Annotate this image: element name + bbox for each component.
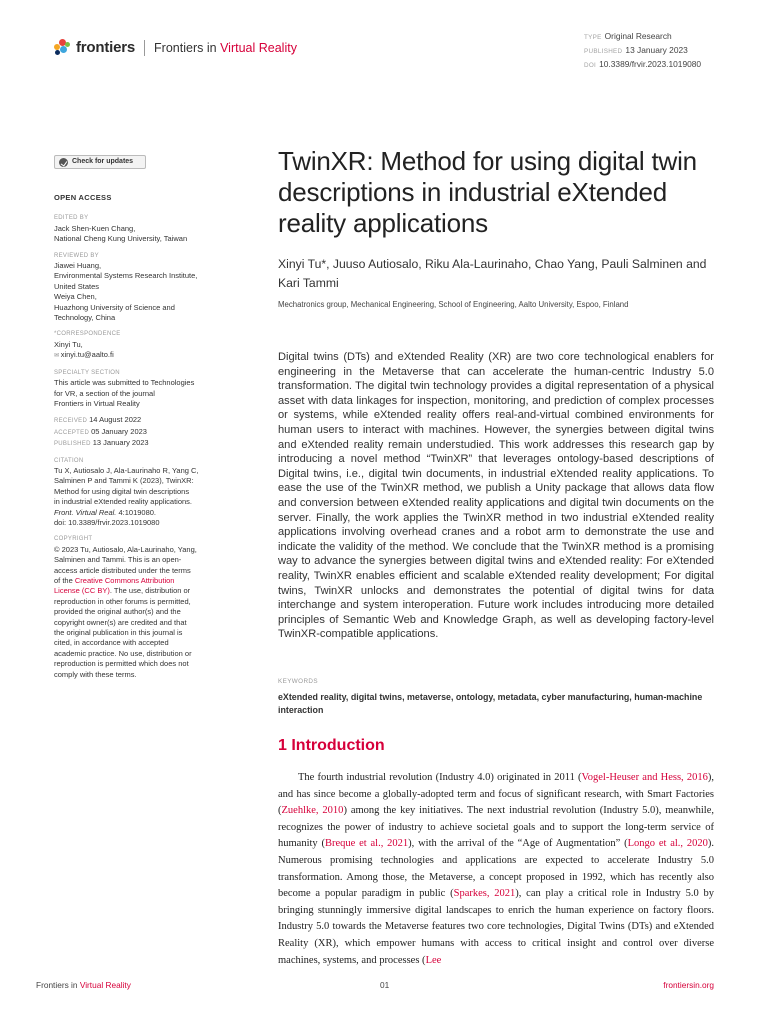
email-icon: ✉ xyxy=(54,353,61,360)
citation-label: CITATION xyxy=(54,457,84,464)
article-type: TYPE Original Research xyxy=(584,31,672,41)
article-header xyxy=(278,146,714,309)
article-dates xyxy=(54,415,239,449)
cc-license-link[interactable]: Creative Commons Attribution License (CC BY) xyxy=(54,576,175,596)
brand-name: frontiers xyxy=(76,39,136,56)
open-access-label: OPEN ACCESS xyxy=(54,193,112,202)
frontiers-logo-icon xyxy=(54,39,71,56)
copyright-label: COPYRIGHT xyxy=(54,536,93,543)
specialty-label: SPECIALTY SECTION xyxy=(54,369,120,376)
article-authors: Xinyi Tu*, Juuso Autiosalo, Riku Ala-Laurinaho, Chao Yang, Pauli Salminen and Kari Tammi xyxy=(278,257,707,290)
reviewed-by-label: REVIEWED BY xyxy=(54,252,99,259)
edited-by-label: EDITED BY xyxy=(54,215,89,222)
page-number: 01 xyxy=(380,980,390,990)
copyright: © 2023 Tu, Autiosalo, Ala-Laurinaho, Yang, Salminen and Tammi. This is an open- access article distributed under the terms of the Creative Commons Attribution License (CC BY). The use, distribution or reproduction in other forums is permitted, provided the original author(s) and the copyright owner(s) are credited and that the original publication in this journal is cited, in accordance with accepted academic practice. No use, distribution or reproduction is permitted which does not comply with these terms. xyxy=(54,544,197,679)
check-for-updates-button[interactable]: Check for updates xyxy=(54,155,146,169)
correspondence-email[interactable]: xinyi.tu@aalto.fi xyxy=(60,350,114,360)
article-published: PUBLISHED 13 January 2023 xyxy=(584,45,688,55)
edited-by: Jack Shen-Kuen Chang, National Cheng Kung University, Taiwan xyxy=(54,223,188,244)
header-divider xyxy=(144,40,145,56)
published-date: PUBLISHED 13 January 2023 xyxy=(54,438,149,448)
correspondence-email-row[interactable] xyxy=(54,350,239,361)
specialty-section: This article was submitted to Technologies for VR, a section of the journal Frontiers in Virtual Reality xyxy=(54,378,195,408)
footer-journal: Frontiers in Virtual Reality xyxy=(36,980,131,990)
ref-link[interactable]: Breque et al., 2021 xyxy=(324,838,409,850)
article-doi: DOI 10.3389/frvir.2023.1019080 xyxy=(584,59,702,69)
accepted-date: ACCEPTED 05 January 2023 xyxy=(54,426,147,436)
journal-logo[interactable] xyxy=(54,39,297,56)
ref-link[interactable]: Zuehlke, 2010 xyxy=(281,805,344,817)
correspondence-name: Xinyi Tu, xyxy=(54,339,83,349)
keywords-label: KEYWORDS xyxy=(278,678,318,685)
received-date: RECEIVED 14 August 2022 xyxy=(54,415,142,425)
ref-link[interactable]: Longo et al., 2020 xyxy=(627,838,708,850)
article-affiliation: Mechatronics group, Mechanical Engineering, School of Engineering, Aalto University, Espoo, Finland xyxy=(278,300,629,309)
article-abstract: Digital twins (DTs) and eXtended Reality (XR) are two core technological enablers for engineering in the Metaverse that can accelerate the human-centric Industry 5.0 transformation. The digital twin technology provides a digital representation of a physical asset with data linkages for inspection, monitoring, and prediction of complex processes or systems, while eXtended reality offers real-and-virtual combined environments for human users to interact with machines. However, the synergies between digital twins and eXtended reality remain understudied. This work addresses this research gap by introducing a novel method “TwinXR” that leverages ontology-based descriptions of Digital twins, i.e., digital twin documents, in industrial eXtended reality applications. To ease the use of the TwinXR method, we publish a Unity package that allows data flow and conversion between eXtended reality applications and digital twin documents on the server. Finally, the work applies the TwinXR method in two industrial eXtended reality applications involving overhead cranes and a robot arm to demonstrate the use and indicate the validity of the method. We conclude that the TwinXR method is a promising way to advance the synergies between digital twins and eXtended reality: For eXtended reality, TwinXR enables efficient and scalable eXtended reality development; For digital twins, TwinXR unlocks and demonstrates the potential of digital twins for data interchange and system interoperation. Future work includes introducing more detailed principles of Semantic Web and Knowledge Graph, as well as developing factory-level TwinXR-compatible applications. xyxy=(278,351,714,641)
article-meta xyxy=(584,30,701,72)
check-icon xyxy=(59,158,68,167)
ref-link[interactable]: Sparkes, 2021 xyxy=(453,888,516,900)
article-title: TwinXR: Method for using digital twin descriptions in industrial eXtended reality applications xyxy=(278,146,697,238)
ref-link[interactable]: Lee xyxy=(425,954,442,966)
reviewed-by: Jiawei Huang, Environmental Systems Research Institute, United States Weiya Chen, Huazhong University of Science and Technology, China xyxy=(54,261,198,323)
introduction-paragraph: The fourth industrial revolution (Industry 4.0) originated in 2011 (Vogel-Heuser and Hess, 2016), and has since become a globally-adopted term and focus of significant research, with Smart Factories (Zuehlke, 2010) among the key initiatives. The next industrial revolution (Industry 5.0), meanwhile, recognizes the power of industry to achieve societal goals and to support the long-term service of humanity (Breque et al., 2021), with the arrival of the “Age of Augmentation” (Longo et al., 2020). Numerous promising technologies and applications are expected to accelerate Industry 5.0 transformation. Among those, the Metaverse, a concept proposed in 1992, which has recently also become a popular paradigm in public (Sparkes, 2021), can play a critical role in Industry 5.0 by bringing stunningly immersive digital landscapes to enrich the human experience on factory floors. Industry 5.0 towards the Metaverse features two core technologies, Digital Twins (DTs) and eXtended Reality (XR), which empower humans with access to critical insight and control over diverse machines, systems, and processes (Lee xyxy=(278,772,715,966)
footer-site-link[interactable]: frontiersin.org xyxy=(663,980,714,990)
page-header xyxy=(36,30,736,70)
correspondence-label: *CORRESPONDENCE xyxy=(54,331,121,338)
article-sidebar xyxy=(54,155,239,680)
header-journal-name: Frontiers in Virtual Reality xyxy=(154,40,297,55)
ref-link[interactable]: Vogel-Heuser and Hess, 2016 xyxy=(581,772,708,783)
keywords: eXtended reality, digital twins, metaverse, ontology, metadata, cyber manufacturing, human-machine interaction xyxy=(278,692,703,715)
section-title-introduction: 1 Introduction xyxy=(278,737,385,754)
citation: Tu X, Autiosalo J, Ala-Laurinaho R, Yang C, Salminen P and Tammi K (2023), TwinXR: Method for using digital twin descriptions in industrial eXtended reality applications. Front. Virtual Real. 4:1019080. doi: 10.3389/frvir.2023.1019080 xyxy=(54,465,199,527)
